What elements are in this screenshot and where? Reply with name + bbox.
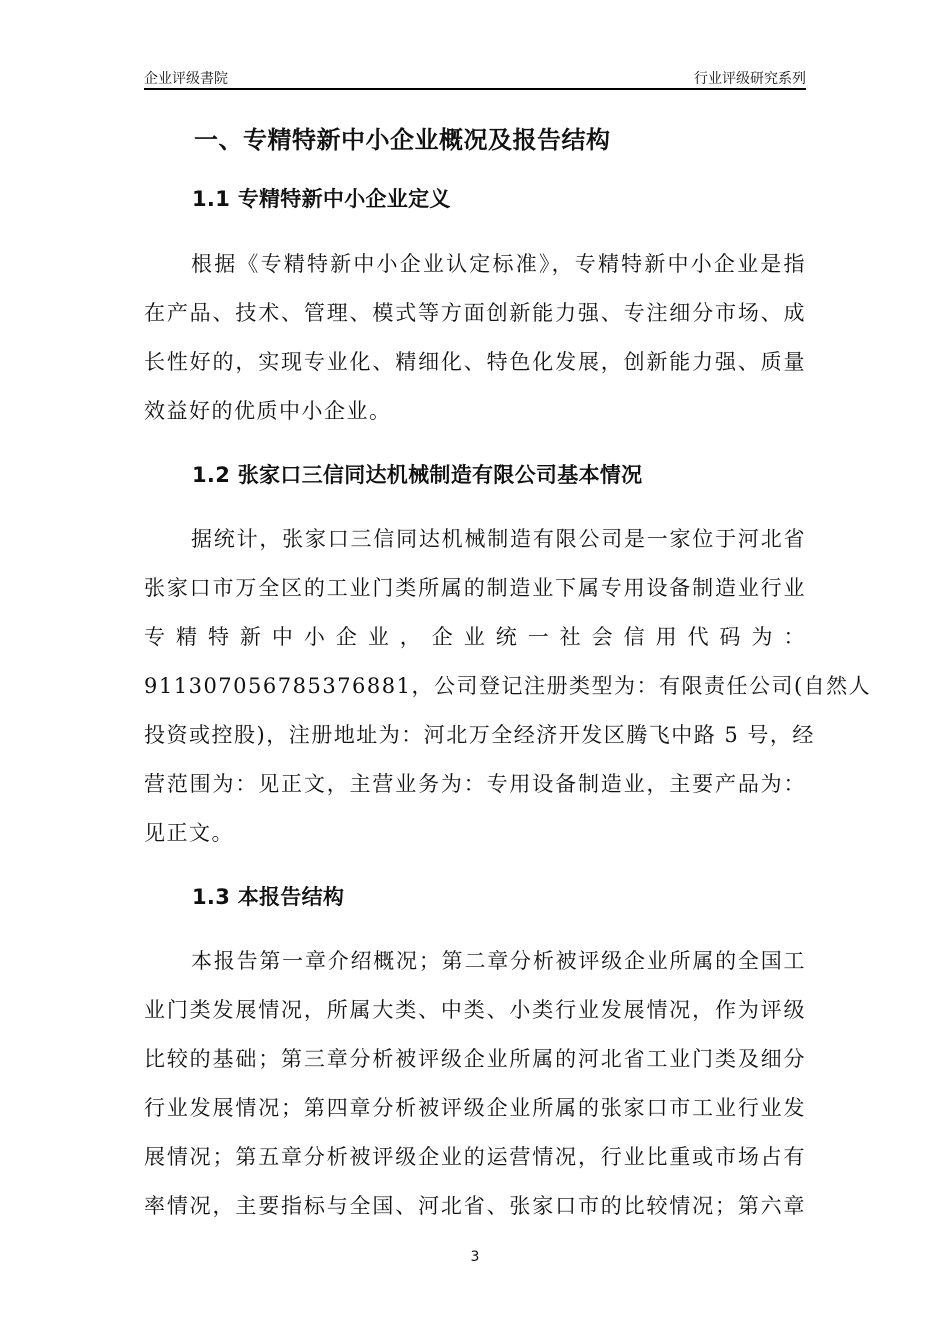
paragraph-line: 长性好的，实现专业化、精细化、特色化发展，创新能力强、质量 (144, 350, 806, 374)
paragraph-line: 比较的基础；第三章分析被评级企业所属的河北省工业门类及细分 (144, 1047, 806, 1071)
paragraph-line: 见正文。 (144, 821, 234, 845)
paragraph-line: 在产品、技术、管理、模式等方面创新能力强、专注细分市场、成 (144, 301, 806, 325)
paragraph-line: 率情况，主要指标与全国、河北省、张家口市的比较情况；第六章 (144, 1194, 806, 1218)
paragraph-line: 营范围为：见正文，主营业务为：专用设备制造业，主要产品为： (144, 772, 806, 796)
paragraph-line: 张家口市万全区的工业门类所属的制造业下属专用设备制造业行业 (144, 576, 806, 600)
page-header (144, 66, 806, 90)
paragraph-line: 根据《专精特新中小企业认定标准》，专精特新中小企业是指 (191, 252, 806, 276)
chapter-title: 一、专精特新中小企业概况及报告结构 (194, 126, 611, 154)
section-heading-1-3: 1.3 本报告结构 (192, 885, 345, 909)
paragraph-line: 效益好的优质中小企业。 (144, 399, 392, 423)
section-heading-1-1: 1.1 专精特新中小企业定义 (192, 187, 451, 211)
paragraph-line: 展情况；第五章分析被评级企业的运营情况，行业比重或市场占有 (144, 1145, 806, 1169)
header-right-label: 行业评级研究系列 (694, 71, 806, 87)
paragraph-line: 投资或控股)，注册地址为：河北万全经济开发区腾飞中路 5 号，经 (144, 723, 815, 747)
paragraph-line: 本报告第一章介绍概况；第二章分析被评级企业所属的全国工 (191, 949, 806, 973)
paragraph-line: 业门类发展情况，所属大类、中类、小类行业发展情况，作为评级 (144, 998, 806, 1022)
paragraph-line: 911307056785376881，公司登记注册类型为：有限责任公司(自然人 (144, 674, 872, 698)
paragraph-line: 行业发展情况；第四章分析被评级企业所属的张家口市工业行业发 (144, 1096, 806, 1120)
section-heading-1-2: 1.2 张家口三信同达机械制造有限公司基本情况 (192, 463, 643, 487)
page-number: 3 (470, 1249, 480, 1265)
header-left-label: 企业评级書院 (144, 71, 228, 87)
paragraph-line: 专精特新中小企业，企业统一社会信用代码为： (144, 625, 806, 649)
paragraph-line: 据统计，张家口三信同达机械制造有限公司是一家位于河北省 (191, 527, 806, 551)
